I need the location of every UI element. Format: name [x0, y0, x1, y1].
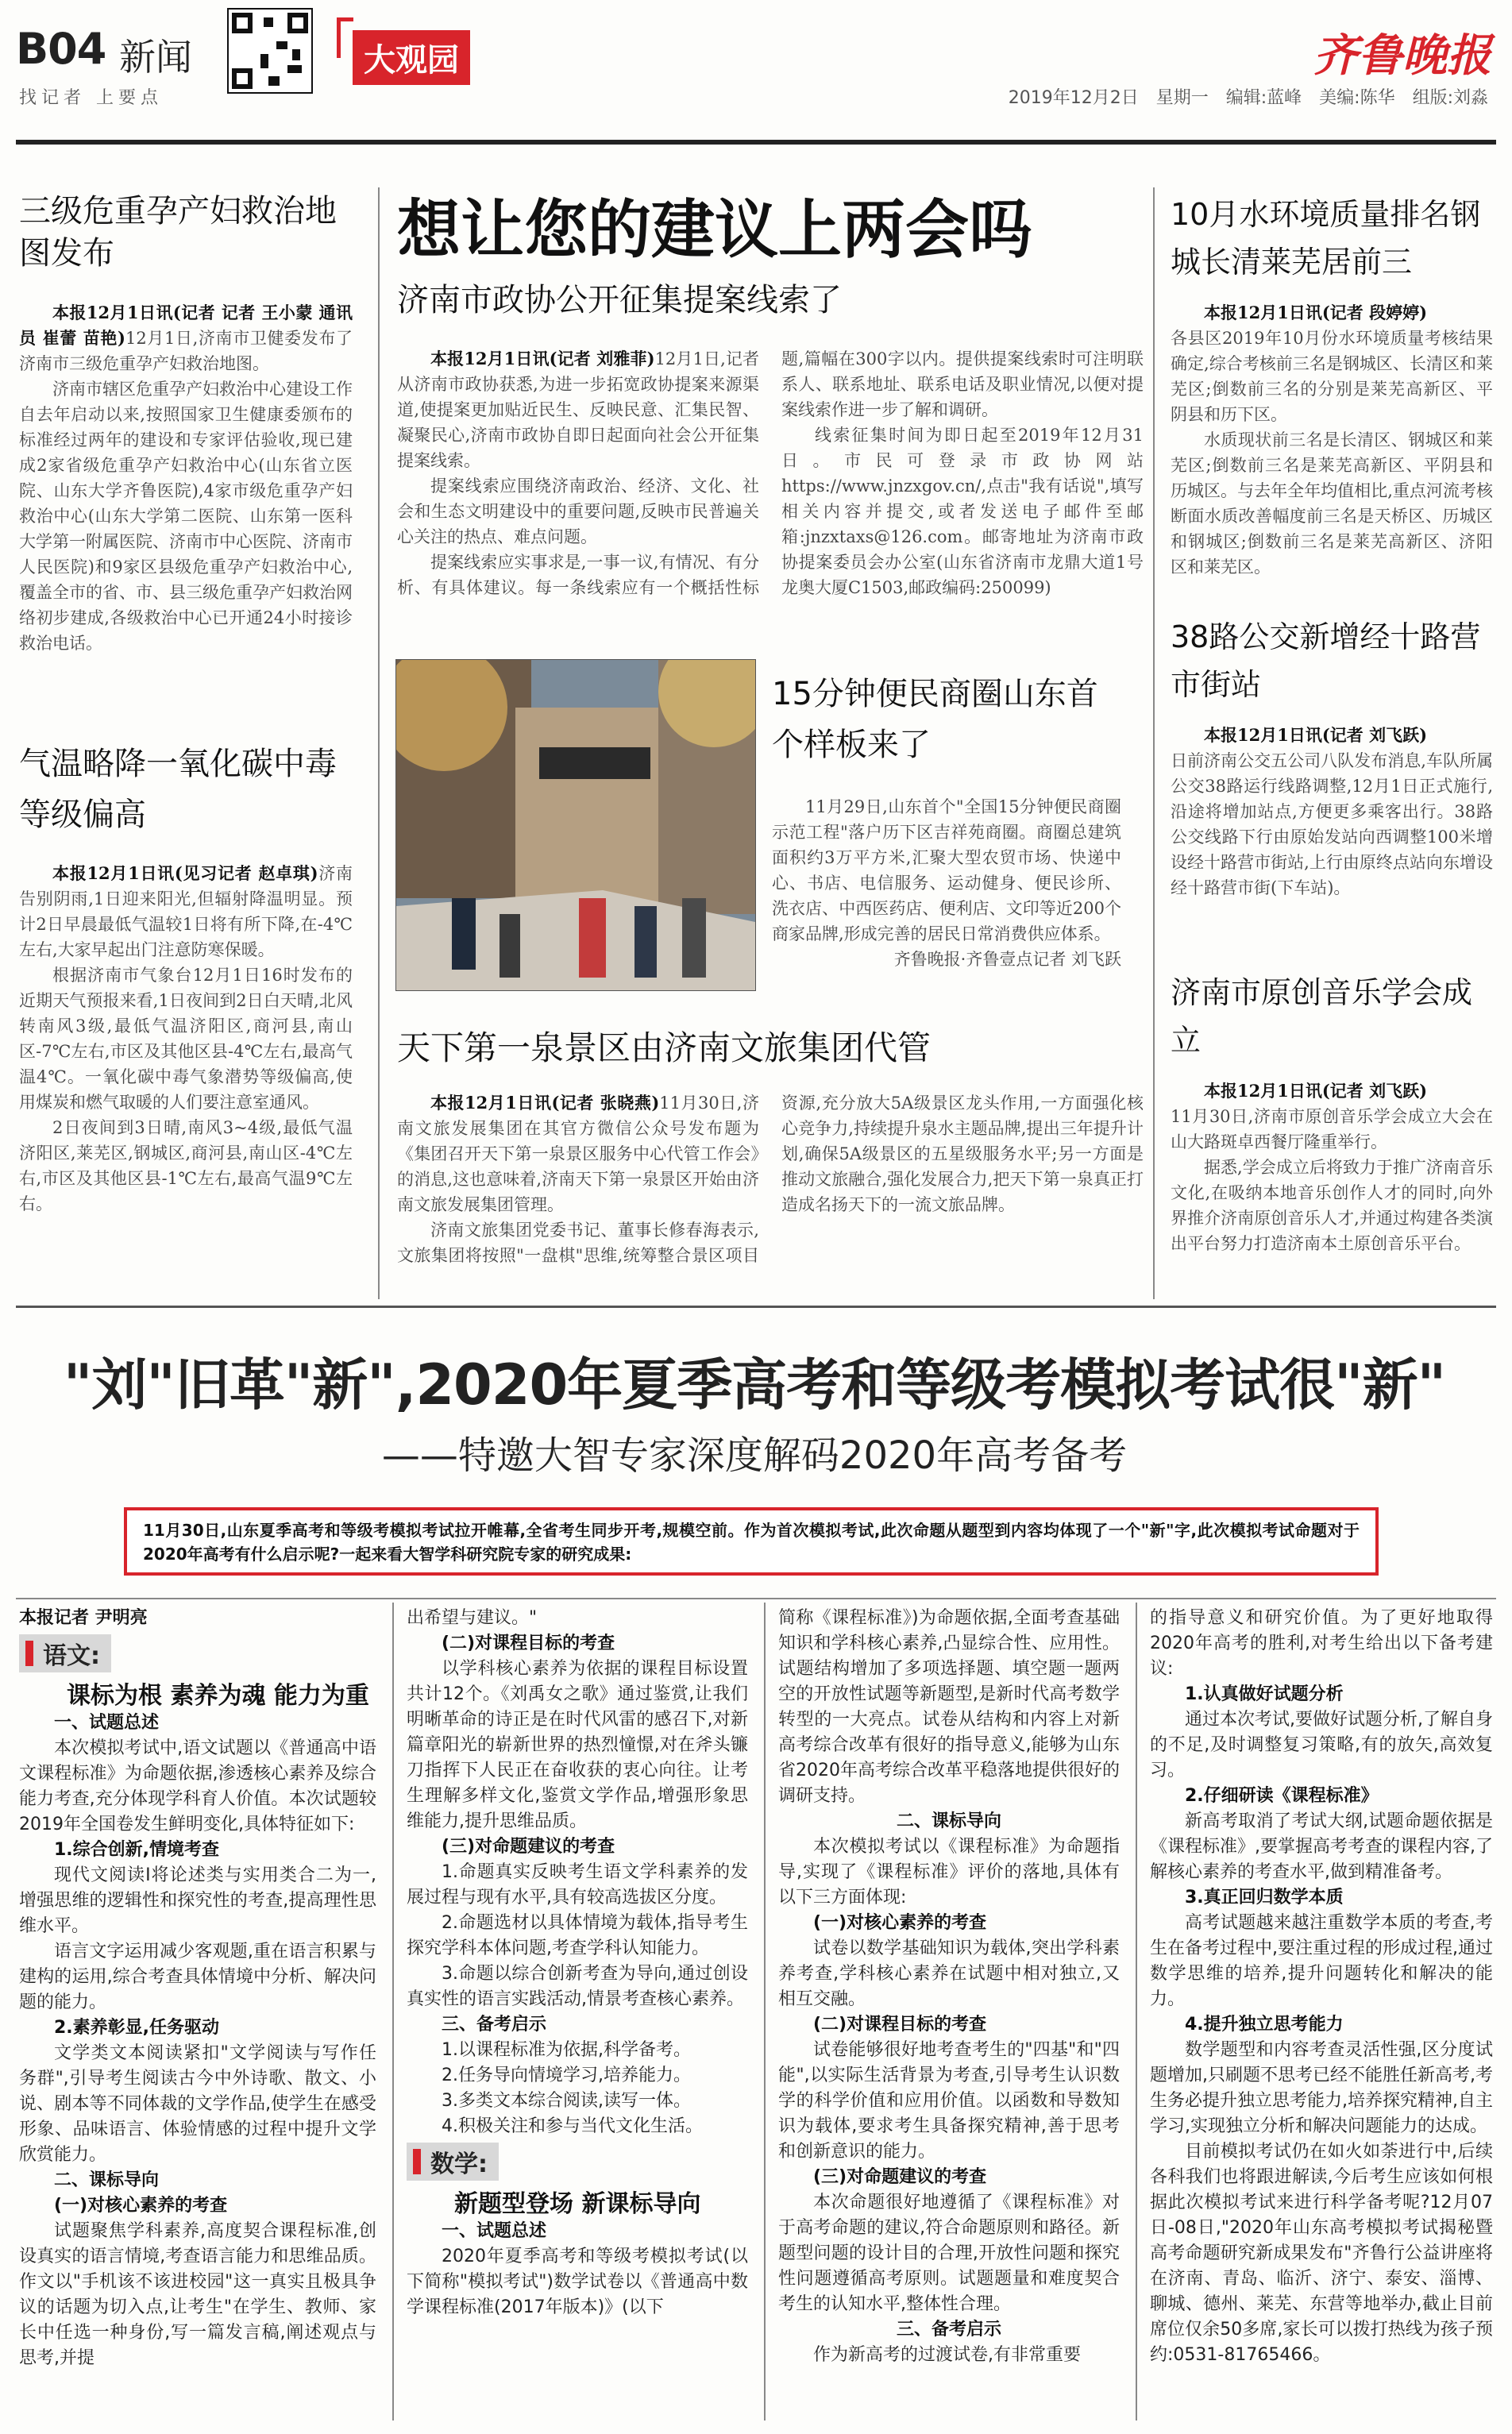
feature-subtitle: ——特邀大智专家深度解码2020年高考备考 [381, 1433, 1128, 1478]
subject-slogan: 课标为根 素养为魂 能力为重 [67, 1682, 369, 1710]
page-number: B04 [16, 24, 106, 74]
article-title: 天下第一泉景区由济南文旅集团代管 [397, 1028, 932, 1067]
article-business-circle: 15分钟便民商圈山东首个样板来了 11月29日,山东首个"全国15分钟便民商圈示范工程"落户历下区吉祥苑商圈。商圈总建筑面积约3万平方米,汇聚大型农贸市场、快递中心、书店、电信服务、运动健身、便民诊所、洗衣店、中西医药店、便利店、文印等近200个商家品牌,形成完善的居民日常消费供应体系。 齐鲁晚报·齐鲁壹点记者 刘飞跃 [772, 669, 1121, 972]
divider [378, 187, 380, 1299]
article-bus-route: 38路公交新增经十路营市街站 本报12月1日讯(记者 刘飞跃) 日前济南公交五公司八队发布消息,车队所属公交38路运行线路调整,12月1日正式施行,沿途将增加站点,方便更多乘客出行。38路公交线路下行由原始发站向西调整100米增设经十路营市街站,上行由原终点站向东增设经十路营市街(下车站)。 [1171, 613, 1493, 901]
divider [392, 1603, 394, 2420]
divider [1136, 1603, 1137, 2420]
article-byline: 本报12月1日讯(记者 记者 王小蒙 通讯员 崔蕾 苗艳) [19, 302, 353, 348]
photo-credit: 齐鲁晚报·齐鲁壹点记者 刘飞跃 [893, 950, 1121, 969]
article-title: 15分钟便民商圈山东首个样板来了 [772, 676, 1098, 763]
feature-column-2: 出希望与建议。" (二)对课程目标的考查 以学科核心素养为依据的课程目标设置共计12个。《刘禹女之歌》通过鉴赏,让我们明晰革命的诗正是在时代风雷的感召下,对新篇章阳光的崭新世界的热烈憧憬,对在斧头镰刀指挥下人民正在奋收获的衷心向往。让考生理解多样文化,鉴赏文学作品,增强形象思维能力,提升思维品质。 (三)对命题建议的考查 1.命题真实反映考生语文学科素养的发展过程与现有水平,具有较高选拔区分度。 2.命题选材以具体情境为载体,指导考生探究学科本体问题,考查学科认知能力。 3.命题以综合创新考查为导向,通过创设真实性的语言实践活动,情景考查核心素养。 三、备考启示 1.以课程标准为依据,科学备考。 2.任务导向情境学习,培养能力。 3.多类文本综合阅读,读写一体。 4.积极关注和参与当代文化生活。 数学: 新题型登场 新课标导向 一、试题总述 2020年夏季高考和等级考模拟考试(以下简称"模拟考试")数学试卷以《普通高中数学课程标准(2017年版本)》(以下 [407, 1608, 748, 2317]
article-byline: 本报12月1日讯(记者 刘飞跃) [1204, 1081, 1428, 1101]
feature-column-4: 的指导意义和研究价值。为了更好地取得2020年高考的胜利,对考生给出以下备考建议: 1.认真做好试题分析 通过本次考试,要做好试题分析,了解自身的不足,及时调整复习策略,有的放矢,高效复习。 2.仔细研读《课程标准》 新高考取消了考试大纲,试题命题依据是《课程标准》,要掌握高考考查的课程内容,了解核心素养的考查水平,做到精准备考。 3.真正回归数学本质 高考试题越来越注重数学本质的考查,考生在备考过程中,要注重过程的形成过程,通过数学思维的培养,提升问题转化和解决的能力。 4.提升独立思考能力 数学题型和内容考查灵活性强,区分度试题增加,只刷题不思考已经不能胜任新高考,考生务必提升独立思考能力,培养探究精神,自主学习,实现独立分析和解决问题能力的达成。 目前模拟考试仍在如火如荼进行中,后续各科我们也将跟进解读,今后考生应该如何根据此次模拟考试来进行科学备考呢?12月07日-08日,"2020年山东高考模拟考试揭秘暨高考命题研究新成果发布"齐鲁行公益讲座将在济南、青岛、临沂、济宁、泰安、淄博、聊城、德州、莱芜、东营等地举办,截止目前席位仅余50多席,家长可以拨打热线为孩子预约:0531-81765466。 [1150, 1608, 1493, 2365]
qr-code-icon[interactable] [227, 8, 313, 94]
subject-slogan: 新题型登场 新课标导向 [454, 2190, 701, 2218]
article-byline: 本报12月1日讯(见习记者 赵卓琪) [52, 863, 318, 883]
masthead-rule [16, 140, 1496, 145]
article-spring-scenic: 天下第一泉景区由济南文旅集团代管 本报12月1日讯(记者 张晓燕)11月30日,济南文旅发展集团在其官方微信公众号发布题为《集团召开天下第一泉景区服务中心代管工作会》的消息,这也意味着,济南天下第一泉景区开始由济南文旅发展集团管理。 济南文旅集团党委书记、董事长修春海表示,文旅集团将按照"一盘棋"思维,统筹整合景区项目资源,充分放大5A级景区龙头作用,一方面强化核心竞争力,持续提升泉水主题品牌,提出三年提升计划,确保5A级景区的五星级服务水平;另一方面是推动文旅融合,强化发展合力,把天下第一泉真正打造成名扬天下的一流文旅品牌。 [397, 1026, 1144, 1294]
article-title: 38路公交新增经十路营市街站 [1171, 619, 1481, 702]
article-title: 气温略降一氧化碳中毒等级偏高 [19, 746, 337, 833]
article-maternal-map: 三级危重孕产妇救治地图发布 本报12月1日讯(记者 记者 王小蒙 通讯员 崔蕾 苗艳)12月1日,济南市卫健委发布了济南市三级危重孕产妇救治地图。 济南市辖区危重孕产妇救治中心建设工作自去年启动以来,按照国家卫生健康委颁布的标准经过两年的建设和专家评估验收,现已建成2家省级危重孕产妇救治中心(山东省立医院、山东大学齐鲁医院),4家市级危重孕产妇救治中心(山东大学第二医院、山东第一医科大学第一附属医院、济南市中心医院、济南市人民医院)和9家区县级危重孕产妇救治中心,覆盖全市的省、市、县三级危重孕产妇救治网络初步建成,各级救治中心已开通24小时接诊救治电话。 [19, 191, 353, 656]
article-music-society: 济南市原创音乐学会成立 本报12月1日讯(记者 刘飞跃) 11月30日,济南市原创音乐学会成立大会在山大路斑卓西餐厅隆重举行。 据悉,学会成立后将致力于推广济南音乐文化,在吸纳本地音乐创作人才的同时,向外界推介济南原创音乐人才,并通过构建各类演出平台努力打造济南本土原创音乐平台。 [1171, 969, 1493, 1256]
motto: 找记者 上要点 [19, 88, 163, 108]
feature-column-3: 简称《课程标准》)为命题依据,全面考查基础知识和学科核心素养,凸显综合性、应用性。试题结构增加了多项选择题、填空题一题两空的开放性试题等新题型,是新时代高考数学转型的一大亮点。试卷从结构和内容上对新高考综合改革有很好的指导意义,能够为山东省2020年高考综合改革平稳落地提供很好的调研支持。 二、课标导向 本次模拟考试以《课程标准》为命题指导,实现了《课程标准》评价的落地,具体有以下三方面体现: (一)对核心素养的考查 试卷以数学基础知识为载体,突出学科素养考查,学科核心素养在试题中相对独立,又相互交融。 (二)对课程目标的考查 试卷能够很好地考查考生的"四基"和"四能",以实际生活背景为考查,引导考生认识数学的科学价值和应用价值。以函数和导数知识为载体,要求考生具备探究精神,善于思考和创新意识的能力。 (三)对命题建议的考查 本次命题很好地遵循了《课程标准》对于高考命题的建议,符合命题原则和路径。新题型问题的设计目的合理,开放性问题和探究性问题遵循高考原则。试题题量和难度契合考生的认知水平,整体性合理。 三、备考启示 作为新高考的过渡试卷,有非常重要 [778, 1608, 1120, 2365]
article-title: 济南市原创音乐学会成立 [1171, 975, 1473, 1058]
section-name: 新闻 [119, 36, 192, 79]
article-byline: 本报12月1日讯(记者 段婷婷) [1204, 303, 1428, 322]
feature-byline: 本报记者 尹明亮 [19, 1608, 148, 1628]
lead-body: 本报12月1日讯(记者 刘雅菲)12月1日,记者从济南市政协获悉,为进一步拓宽政协提案来源渠道,使提案更加贴近民生、反映民意、汇集民智、凝聚民心,济南市政协自即日起面向社会公开征集提案线索。 提案线索应围绕济南政治、经济、文化、社会和生态文明建设中的重要问题,反映市民普遍关心关注的热点、难点问题。 提案线索应实事求是,一事一议,有情况、有分析、有具体建议。每一条线索应有一个概括性标题,篇幅在300字以内。提供提案线索时可注明联系人、联系地址、联系电话及职业情况,以便对提案线索作进一步了解和调研。 线索征集时间为即日起至2019年12月31日。市民可登录市政协网站https://www.jnzxgov.cn/,点击"我有话说",填写相关内容并提交,或者发送电子邮件至邮箱:jnzxtaxs@126.com。邮寄地址为济南市政协提案委员会办公室(山东省济南市龙鼎大道1号龙奥大厦C1503,邮政编码:250099) [397, 349, 1144, 597]
newspaper-logo: 齐鲁晚报 [1313, 29, 1491, 82]
feature-intro-box: 11月30日,山东夏季高考和等级考模拟考试拉开帷幕,全省考生同步开考,规模空前。作为首次模拟考试,此次命题从题型到内容均体现了一个"新"字,此次模拟考试命题对于2020年高考有什么启示呢?一起来看大智学科研究院专家的研究成果: [124, 1507, 1379, 1576]
article-byline: 本报12月1日讯(记者 刘雅菲) [430, 349, 655, 368]
lead-subtitle: 济南市政协公开征集提案线索了 [397, 282, 842, 318]
article-temperature: 气温略降一氧化碳中毒等级偏高 本报12月1日讯(见习记者 赵卓琪)济南告别阴雨,1日迎来阳光,但辐射降温明显。预计2日早晨最低气温较1日将有所下降,在-4℃左右,大家早起出门注意防寒保暖。 根据济南市气象台12月1日16时发布的近期天气预报来看,1日夜间到2日白天晴,北风转南风3级,最低气温济阳区,商河县,南山区-7℃左右,市区及其他区县-4℃左右,最高气温4℃。一氧化碳中毒气象潜势等级偏高,使用煤炭和燃气取暖的人们要注意室通风。 2日夜间到3日晴,南风3~4级,最低气温济阳区,莱芜区,钢城区,商河县,南山区-4℃左右,市区及其他区县-1℃左右,最高气温9℃左右。 [19, 739, 353, 1217]
article-byline: 本报12月1日讯(记者 张晓燕) [430, 1093, 660, 1113]
subject-label-math: 数学: [407, 2143, 499, 2181]
column-tag: 大观园 [353, 30, 470, 85]
article-water-quality: 10月水环境质量排名钢城长清莱芜居前三 本报12月1日讯(记者 段婷婷) 各县区2019年10月份水环境质量考核结果确定,综合考核前三名是钢城区、长清区和莱芜区;倒数前三名的分别是莱芜高新区、平阴县和历下区。 水质现状前三名是长清区、钢城区和莱芜区;倒数前三名是莱芜高新区、平阴县和历城区。与去年全年均值相比,重点河流考核断面水质改善幅度前三名是天桥区、历城区和钢城区;倒数前三名是莱芜高新区、济阳区和莱芜区。 [1171, 191, 1493, 580]
divider [1153, 187, 1155, 1299]
article-title: 10月水环境质量排名钢城长清莱芜居前三 [1171, 197, 1481, 280]
subject-label-chinese: 语文: [19, 1634, 111, 1672]
divider [764, 1603, 766, 2420]
edition-info: 2019年12月2日 星期一 编辑:蓝峰 美编:陈华 组版:刘淼 [1008, 88, 1488, 108]
article-title: 三级危重孕产妇救治地图发布 [19, 193, 337, 272]
section-rule [16, 1306, 1496, 1308]
street-photo [395, 659, 756, 991]
divider [16, 1598, 1496, 1599]
lead-title: 想让您的建议上两会吗 [397, 193, 1032, 267]
article-byline: 本报12月1日讯(记者 刘飞跃) [1204, 725, 1428, 745]
feature-title: "刘"旧革"新",2020年夏季高考和等级考模拟考试很"新" [63, 1352, 1446, 1418]
feature-column-1: 本报记者 尹明亮 语文: 课标为根 素养为魂 能力为重 一、试题总述 本次模拟考试中,语文试题以《普通高中语文课程标准》为命题依据,渗透核心素养及综合能力考查,充分体现学科育人价值。本次试题较2019年全国卷发生鲜明变化,具体特征如下: 1.综合创新,情境考查 现代文阅读I将论述类与实用类合二为一,增强思维的逻辑性和探究性的考查,提高理性思维水平。 语言文字运用减少客观题,重在语言积累与建构的运用,综合考查具体情境中分析、解决问题的能力。 2.素养彰显,任务驱动 文学类文本阅读紧扣"文学阅读与写作任务群",引导考生阅读古今中外诗歌、散文、小说、剧本等不同体裁的文学作品,使学生在感受形象、品味语言、体验情感的过程中提升文学欣赏能力。 二、课标导向 (一)对核心素养的考查 试题聚焦学科素养,高度契合课程标准,创设真实的语言情境,考查语言能力和思维品质。作文以"手机该不该进校园"这一真实且极具争议的话题为切入点,让考生"在学生、教师、家长中任选一种身份,写一篇发言稿,阐述观点与思考,并提 [19, 1606, 376, 2371]
